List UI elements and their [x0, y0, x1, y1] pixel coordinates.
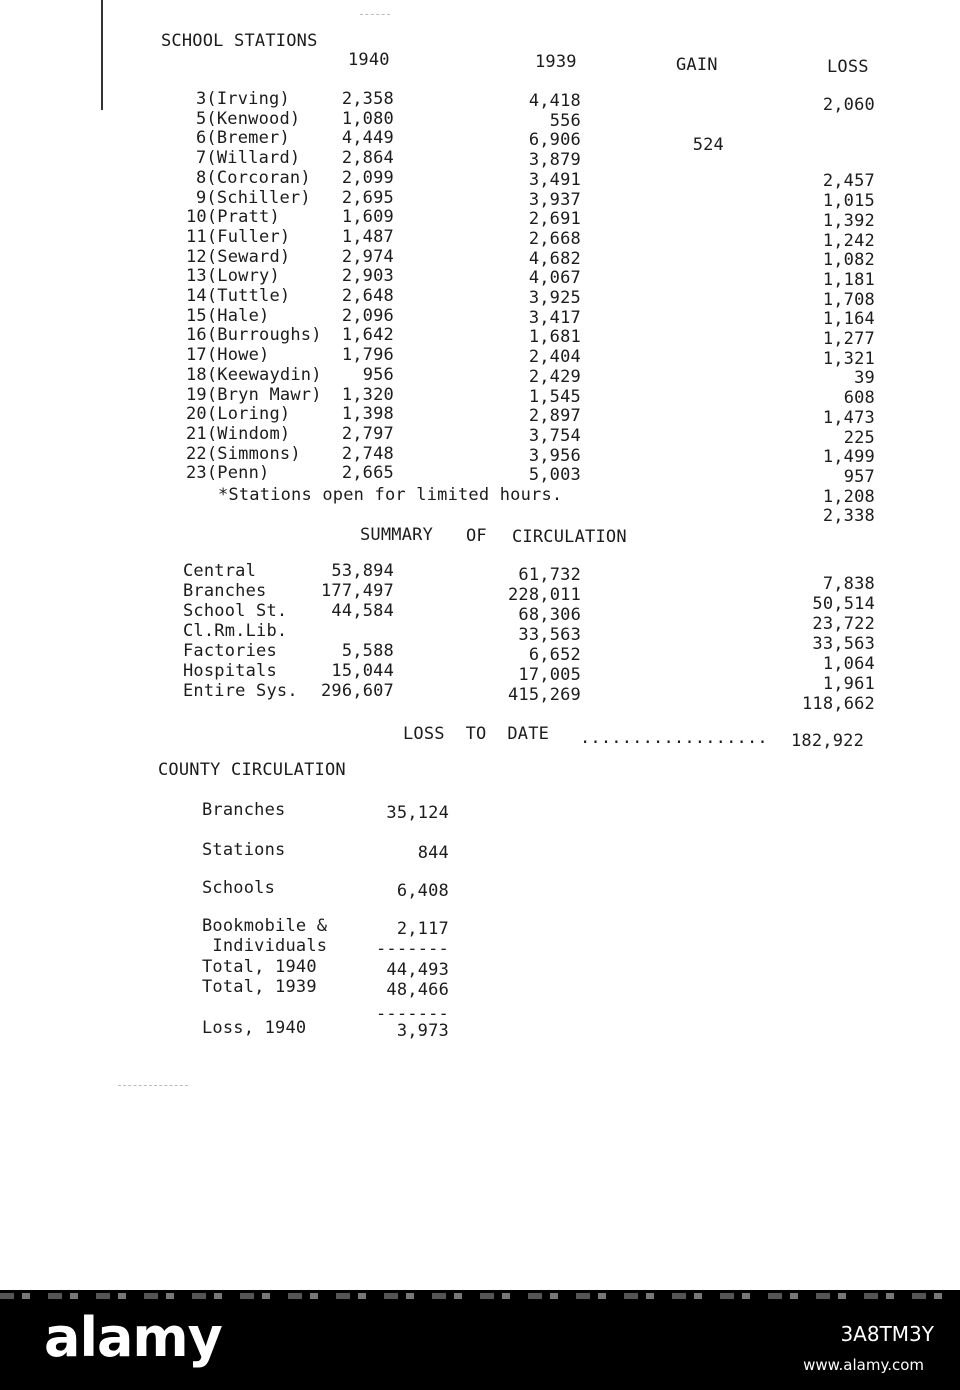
station-gain: 524 [692, 134, 724, 155]
loss-to-date-leader: .................. [580, 728, 768, 748]
header-1940: 1940 [348, 50, 390, 70]
station-value-1940: 956 [362, 364, 394, 385]
station-value-1939: 3,879 [528, 150, 581, 171]
station-name: 9(Schiller) [196, 187, 311, 208]
summary-loss: 1,961 [822, 674, 875, 694]
summary-value-1939: 6,652 [528, 645, 581, 665]
summary-value-1939: 228,011 [507, 585, 581, 605]
station-name: 14(Tuttle) [186, 286, 291, 306]
station-loss: 1,708 [822, 289, 875, 310]
station-name: 19(Bryn Mawr) [186, 384, 322, 405]
station-name: 17(Howe) [186, 345, 270, 366]
school-stations-title: SCHOOL STATIONS [161, 31, 318, 51]
station-loss: 1,473 [822, 407, 875, 428]
station-value-1940: 2,099 [341, 167, 394, 188]
county-label: Branches [202, 800, 286, 820]
station-value-1940: 1,320 [341, 384, 394, 405]
page-edge-line [101, 0, 103, 110]
county-value: 6,408 [396, 881, 449, 901]
station-value-1939: 6,906 [528, 130, 581, 151]
station-value-1940: 2,974 [341, 246, 394, 267]
county-title: COUNTY CIRCULATION [158, 760, 346, 780]
county-value: 3,973 [396, 1021, 449, 1041]
scan-speck [360, 14, 390, 16]
station-name: 12(Seward) [186, 246, 291, 267]
station-value-1940: 1,487 [341, 226, 394, 247]
footnote: *Stations open for limited hours. [218, 485, 563, 505]
station-value-1939: 4,067 [528, 268, 581, 289]
station-value-1940: 2,648 [341, 286, 394, 306]
summary-loss: 23,722 [812, 614, 875, 634]
station-loss: 1,164 [822, 309, 875, 330]
scan-speck [118, 1085, 188, 1087]
station-name: 10(Pratt) [186, 207, 280, 228]
summary-loss: 33,563 [812, 634, 875, 654]
county-value: 35,124 [386, 803, 449, 823]
station-loss: 1,242 [822, 230, 875, 251]
county-label: Total, 1939 [202, 977, 317, 997]
station-loss: 1,392 [822, 210, 875, 231]
station-loss: 2,338 [822, 506, 875, 527]
header-loss: LOSS [827, 57, 869, 77]
station-value-1939: 3,491 [528, 169, 581, 190]
station-name: 5(Kenwood) [196, 108, 301, 129]
station-value-1939: 4,682 [528, 248, 581, 269]
county-value: 44,493 [386, 960, 449, 980]
station-value-1940: 1,609 [341, 207, 394, 228]
county-label: Total, 1940 [202, 957, 317, 977]
station-value-1940: 2,096 [341, 305, 394, 326]
station-value-1940: 2,748 [341, 443, 394, 464]
county-value: ------- [375, 1004, 449, 1024]
station-loss: 1,015 [822, 191, 875, 212]
station-loss: 2,060 [822, 95, 875, 115]
station-value-1939: 5,003 [528, 465, 581, 486]
station-name: 22(Simmons) [186, 443, 301, 464]
station-value-1939: 4,418 [528, 91, 581, 111]
station-value-1940: 2,695 [341, 187, 394, 208]
station-value-1939: 2,668 [528, 228, 581, 249]
county-label: Loss, 1940 [202, 1018, 307, 1038]
station-value-1940: 1,796 [341, 345, 394, 366]
station-loss: 1,082 [822, 250, 875, 271]
station-value-1940: 2,797 [341, 423, 394, 444]
station-name: 7(Willard) [196, 148, 301, 169]
station-loss: 1,208 [822, 486, 875, 507]
station-value-1940: 1,080 [341, 108, 394, 129]
summary-label: Hospitals [183, 661, 277, 681]
station-name: 18(Keewaydin) [186, 364, 322, 385]
summary-value-1939: 33,563 [518, 625, 581, 645]
summary-title-word-2: OF [466, 526, 487, 546]
station-name: 21(Windom) [186, 423, 291, 444]
station-name: 16(Burroughs) [186, 325, 322, 346]
station-value-1939: 3,417 [528, 307, 581, 328]
county-value: 48,466 [386, 980, 449, 1000]
station-name: 13(Lowry) [186, 266, 280, 287]
summary-label: Branches [183, 581, 267, 601]
summary-label: Cl.Rm.Lib. [183, 621, 288, 641]
county-label: Bookmobile & [202, 916, 328, 936]
county-value: 2,117 [396, 919, 449, 939]
county-label: Individuals [202, 936, 328, 956]
summary-label: Entire Sys. [183, 681, 298, 701]
station-value-1939: 2,404 [528, 347, 581, 368]
summary-value-1940: 177,497 [320, 581, 394, 601]
station-value-1940: 2,665 [341, 463, 394, 484]
summary-value-1939: 68,306 [518, 605, 581, 625]
county-value: ------- [375, 939, 449, 959]
station-name: 8(Corcoran) [196, 167, 311, 188]
station-name: 6(Bremer) [196, 128, 290, 149]
station-value-1940: 1,642 [341, 325, 394, 346]
station-loss: 2,457 [822, 171, 875, 192]
summary-label: Factories [183, 641, 277, 661]
station-value-1939: 2,429 [528, 366, 581, 387]
station-loss: 1,321 [822, 348, 875, 369]
station-value-1939: 556 [549, 110, 581, 131]
summary-loss: 7,838 [822, 574, 875, 594]
station-value-1939: 2,897 [528, 406, 581, 427]
station-loss: 1,277 [822, 329, 875, 349]
station-loss: 1,499 [822, 447, 875, 468]
station-name: 15(Hale) [186, 305, 270, 326]
station-loss: 957 [843, 466, 875, 487]
county-label: Schools [202, 878, 276, 898]
station-value-1939: 2,691 [528, 209, 581, 230]
loss-to-date-value: 182,922 [791, 731, 865, 751]
station-name: 20(Loring) [186, 404, 291, 425]
loss-to-date-label: LOSS TO DATE [403, 724, 550, 744]
station-loss: 1,181 [822, 269, 875, 290]
county-value: 844 [417, 843, 449, 863]
summary-value-1939: 61,732 [518, 565, 581, 585]
station-value-1939: 1,681 [528, 327, 581, 348]
header-gain: GAIN [676, 55, 718, 75]
scan-edge-noise [0, 1293, 960, 1299]
summary-title-word-3: CIRCULATION [512, 527, 627, 547]
summary-value-1940: 15,044 [331, 661, 394, 681]
station-name: 11(Fuller) [186, 226, 291, 247]
station-value-1939: 3,754 [528, 425, 581, 446]
station-value-1939: 3,925 [528, 288, 581, 308]
station-value-1940: 2,358 [341, 89, 394, 109]
alamy-url: www.alamy.com [803, 1356, 924, 1374]
station-value-1939: 3,956 [528, 445, 581, 466]
summary-label: School St. [183, 601, 288, 621]
image-id: 3A8TM3Y [840, 1322, 934, 1346]
station-value-1940: 2,903 [341, 266, 394, 287]
alamy-logo: alamy [44, 1306, 222, 1369]
station-loss: 608 [843, 388, 875, 409]
summary-value-1940: 5,588 [341, 641, 394, 661]
station-loss: 39 [854, 368, 875, 389]
summary-value-1940: 53,894 [331, 561, 394, 581]
header-1939: 1939 [535, 52, 577, 72]
summary-loss: 1,064 [822, 654, 875, 674]
station-name: 3(Irving) [196, 89, 290, 109]
summary-value-1940: 44,584 [331, 601, 394, 621]
summary-title-word-1: SUMMARY [360, 525, 434, 545]
station-value-1940: 4,449 [341, 128, 394, 149]
station-value-1940: 2,864 [341, 148, 394, 169]
county-label: Stations [202, 840, 286, 860]
summary-label: Central [183, 561, 257, 581]
summary-value-1940: 296,607 [320, 681, 394, 701]
station-value-1940: 1,398 [341, 404, 394, 425]
station-name: 23(Penn) [186, 463, 270, 484]
station-value-1939: 1,545 [528, 386, 581, 407]
summary-loss: 50,514 [812, 594, 875, 614]
summary-value-1939: 17,005 [518, 665, 581, 685]
station-loss: 225 [843, 427, 875, 448]
station-value-1939: 3,937 [528, 189, 581, 210]
summary-value-1939: 415,269 [507, 685, 581, 705]
summary-loss: 118,662 [801, 694, 875, 714]
